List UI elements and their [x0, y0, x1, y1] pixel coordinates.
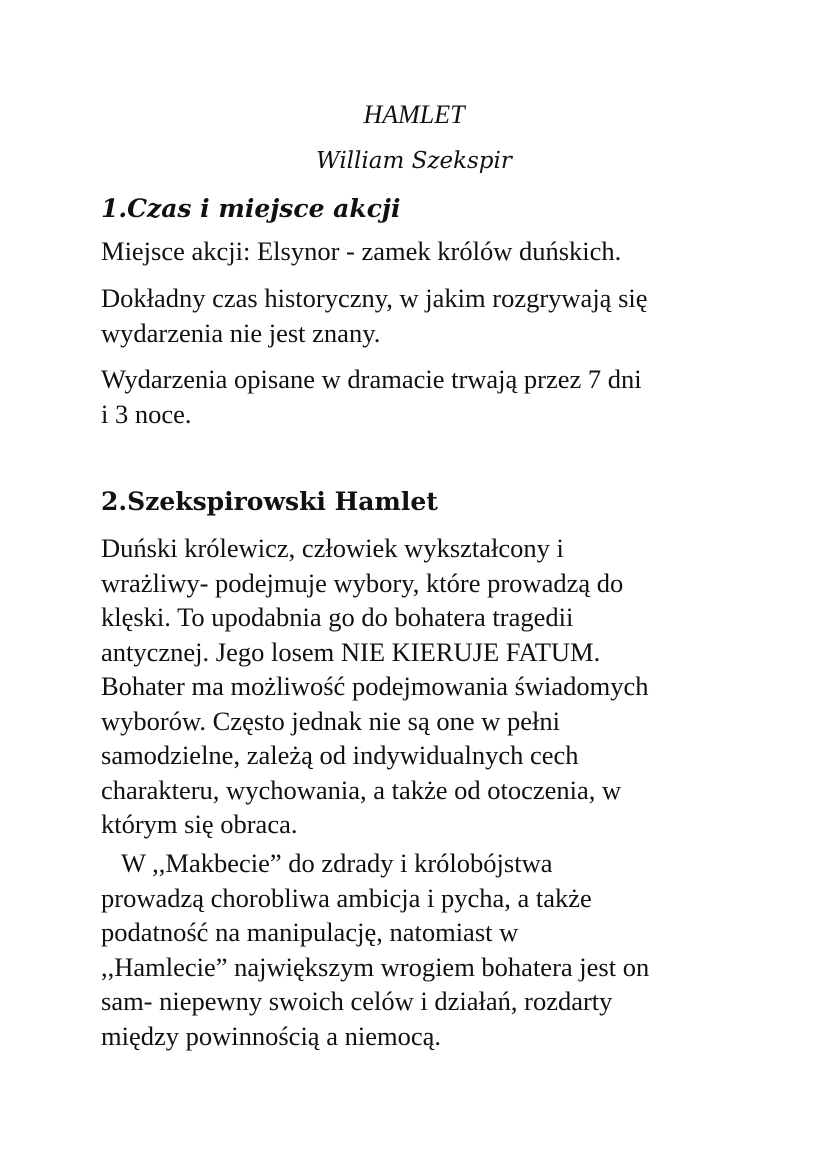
- paragraph-line: i 3 noce.: [101, 398, 192, 429]
- document-author: William Szekspir: [316, 148, 512, 174]
- paragraph-duration: [101, 362, 761, 431]
- paragraph-line: którym się obraca.: [101, 809, 298, 839]
- paragraph-line: prowadzą chorobliwa ambicja i pycha, a także: [101, 882, 592, 913]
- paragraph-line: Wydarzenia opisane w dramacie trwają przez 7 dni: [101, 364, 642, 394]
- section-heading-1: 1.Czas i miejsce akcji: [101, 194, 401, 223]
- document-title: HAMLET: [363, 100, 465, 129]
- paragraph-line: W ,,Makbecie” do zdrady i królobójstwa: [121, 848, 553, 878]
- paragraph-makbet-comparison: [101, 846, 761, 1053]
- paragraph-line: Miejsce akcji: Elsynor - zamek królów duńskich.: [101, 236, 622, 266]
- paragraph-line: klęski. To upodabnia go do bohatera tragedii: [101, 602, 574, 632]
- paragraph-line: charakteru, wychowania, a także od otoczenia, w: [101, 774, 622, 805]
- paragraph-line: podatność na manipulację, natomiast w: [101, 917, 519, 947]
- paragraph-line: ,,Hamlecie” największym wrogiem bohatera jest on: [101, 951, 650, 982]
- paragraph-line: wyborów. Często jednak nie są one w pełni: [101, 705, 560, 736]
- paragraph-line: sam- niepewny swoich celów i działań, rozdarty: [101, 986, 613, 1016]
- paragraph-line: samodzielne, zależą od indywidualnych cech: [101, 740, 579, 770]
- paragraph-line: między powinnością a niemocą.: [101, 1020, 441, 1051]
- paragraph-setting-place: [101, 234, 761, 269]
- paragraph-hamlet-character: [101, 531, 761, 842]
- paragraph-line: Bohater ma możliwość podejmowania świadomych: [101, 671, 649, 701]
- paragraph-line: Dokładny czas historyczny, w jakim rozgrywają się: [101, 283, 648, 313]
- paragraph-line: wrażliwy- podejmuje wybory, które prowadzą do: [101, 567, 624, 598]
- paragraph-line: wydarzenia nie jest znany.: [101, 317, 381, 348]
- paragraph-historical-time: [101, 281, 761, 350]
- paragraph-line: Duński królewicz, człowiek wykształcony i: [101, 533, 564, 563]
- section-heading-2: 2.Szekspirowski Hamlet: [101, 487, 438, 516]
- paragraph-line: antycznej. Jego losem NIE KIERUJE FATUM.: [101, 636, 601, 667]
